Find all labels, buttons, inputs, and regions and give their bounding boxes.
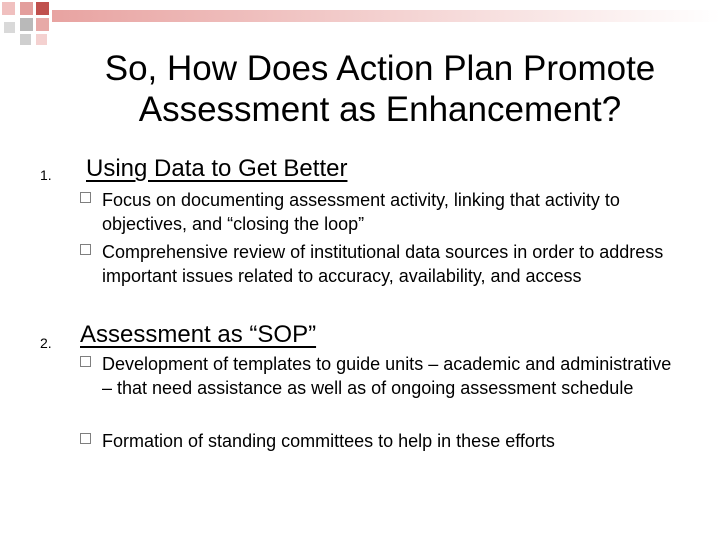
decor-square [20, 34, 31, 45]
section-number: 1. [40, 167, 52, 183]
top-gradient-bar [52, 10, 720, 22]
checkbox-bullet-icon [80, 192, 91, 203]
title-line-2: Assessment as Enhancement? [138, 90, 622, 129]
bullet-item [80, 352, 680, 400]
checkbox-bullet-icon [80, 356, 91, 367]
bullet-text: Development of templates to guide units – academic and administrative – that need assistance as well as of ongoing assessment schedule [102, 354, 672, 398]
checkbox-bullet-icon [80, 244, 91, 255]
decor-square [36, 18, 49, 31]
section-heading: Assessment as “SOP” [80, 321, 317, 348]
title-line-1: So, How Does Action Plan Promote [104, 49, 656, 88]
bullet-item [80, 240, 680, 288]
bullet-text: Formation of standing committees to help in these efforts [102, 431, 555, 451]
slide-title [40, 48, 720, 130]
section-number: 2. [40, 335, 52, 351]
decor-square [36, 2, 49, 15]
bullet-item [80, 429, 680, 453]
decor-square [36, 34, 47, 45]
bullet-text: Comprehensive review of institutional data sources in order to address important issues related to accuracy, availability, and access [102, 242, 664, 286]
bullet-item [80, 188, 680, 236]
decor-square [20, 18, 33, 31]
decor-square [2, 2, 15, 15]
decor-square [4, 22, 15, 33]
decor-square [20, 2, 33, 15]
bullet-text: Focus on documenting assessment activity, linking that activity to objectives, and “closing the loop” [102, 190, 620, 234]
section-heading: Using Data to Get Better [86, 155, 348, 182]
checkbox-bullet-icon [80, 433, 91, 444]
